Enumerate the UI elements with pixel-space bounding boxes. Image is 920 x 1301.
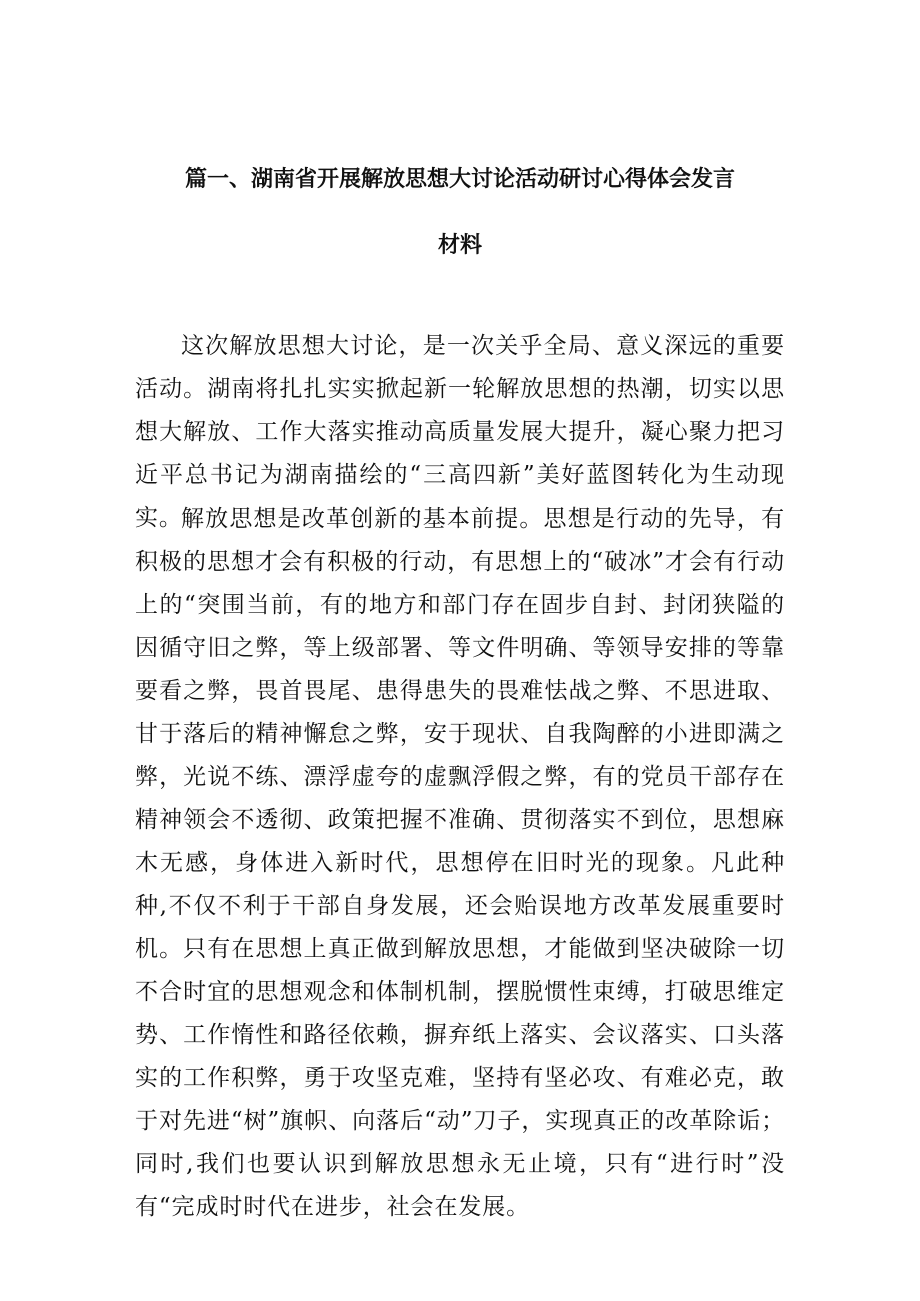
- paragraph-block-2: [135, 498, 785, 1229]
- body-paragraph: 这次解放思想大讨论，是一次关乎全局、意义深远的重要活动。湖南将扎扎实实掀起新一轮解放思想的热潮，切实以思想大解放、工作大落实推动高质量发展大提升，凝心聚力把习近平总书记为湖南描绘的“三高四新”美好蓝图转化为生动现实。: [135, 333, 785, 531]
- document-title-line-2: 材料: [437, 233, 482, 258]
- document-title-line-1: 篇一、湖南省开展解放思想大讨论活动研讨心得体会发言: [184, 167, 735, 192]
- body-paragraph: 解放思想是改革创新的基本前提。思想是行动的先导，有积极的思想才会有积极的行动，有思想上的“破冰”才会有行动上的“突围当前，有的地方和部门存在固步自封、封闭狭隘的因循守旧之弊，等上级部署、等文件明确、等领导安排的等靠要看之弊，畏首畏尾、患得患失的畏难怯战之弊、不思进取、甘于落后的精神懈怠之弊，安于现状、自我陶醉的小进即满之弊，光说不练、漂浮虚夸的虚飘浮假之弊，有的党员干部存在精神领会不透彻、政策把握不准确、贯彻落实不到位，思想麻木无感，身体进入新时代，思想停在旧时光的现象。凡此种种,不仅不利于干部自身发展，还会贻误地方改革发展重要时机。只有在思想上真正做到解放思想，才能做到坚决破除一切不合时宜的思想观念和体制机制，摆脱惯性束缚，打破思维定势、工作惰性和路径依赖，摒弃纸上落实、会议落实、口头落实的工作积弊，勇于攻坚克难，坚持有坚必攻、有难必克，敢于对先进“树”旗帜、向落后“动”刀子，实现真正的改革除诟；同时,我们也要认识到解放思想永无止境，只有“进行时”没有“完成时时代在进步，社会在发展。: [135, 506, 785, 1220]
